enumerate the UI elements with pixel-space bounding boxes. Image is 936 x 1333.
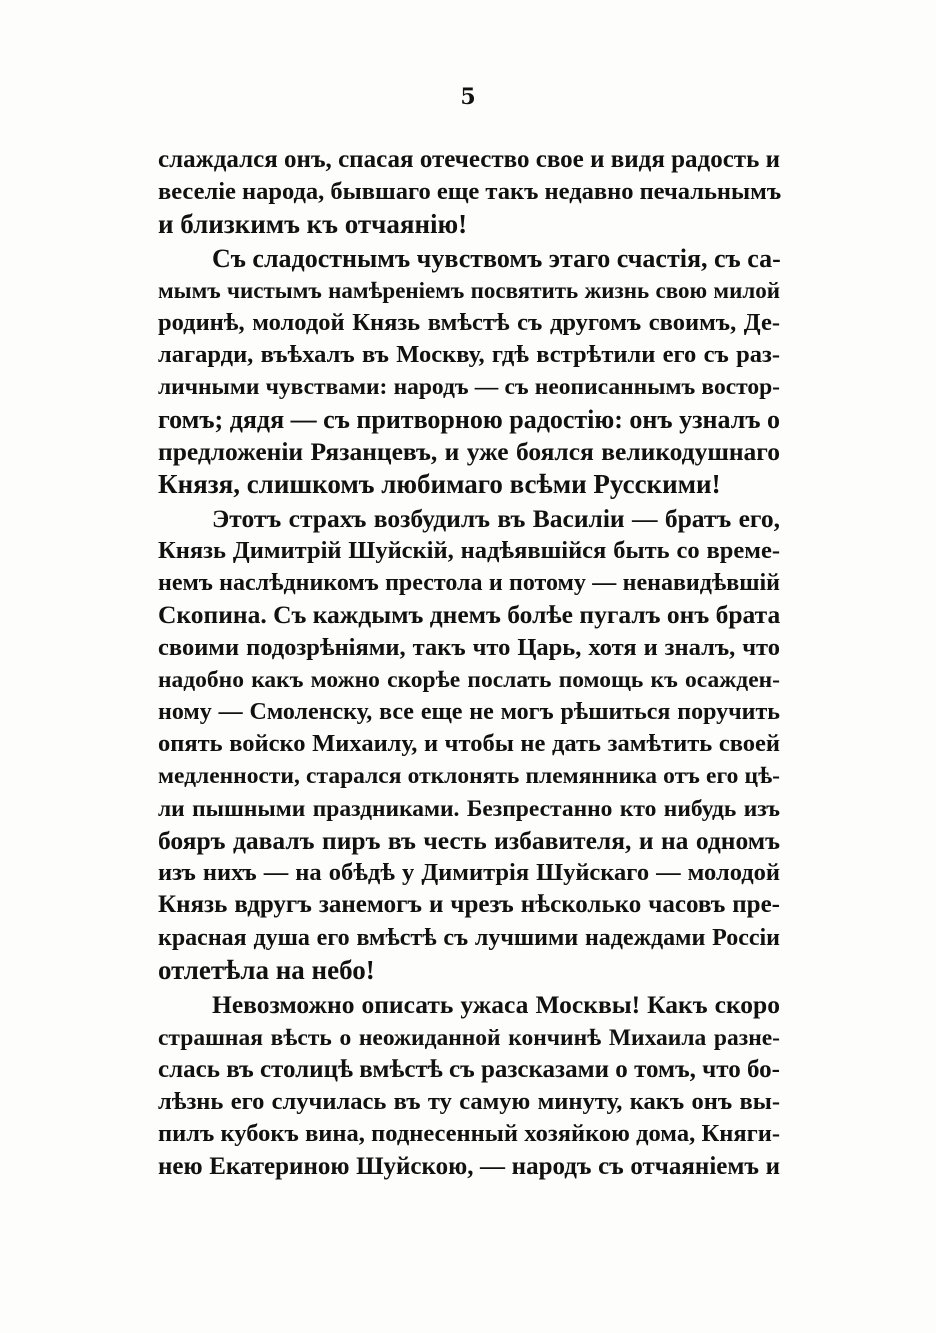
text-line: изъ нихъ — на обѣдѣ у Димитрія Шуйскаго — молодой xyxy=(158,859,780,886)
text-line: родинѣ, молодой Князь вмѣстѣ съ другомъ своимъ, Де- xyxy=(158,309,780,336)
text-line: нею Екатериною Шуйскою, — народъ съ отчаяніемъ и xyxy=(158,1153,780,1180)
text-line: мымъ чистымъ намѣреніемъ посвятить жизнь свою милой xyxy=(158,278,780,303)
text-line: своими подозрѣніями, такъ что Царь, хотя и зналъ, что xyxy=(158,634,780,661)
text-line: ли пышными праздниками. Безпрестанно кто нибудь изъ xyxy=(158,796,780,822)
text-line: страшная вѣсть о неожиданной кончинѣ Михаила разне- xyxy=(158,1025,780,1051)
text-line: отлетѣла на небо! xyxy=(158,955,375,985)
text-line: личными чувствами: народъ — съ неописаннымъ востор- xyxy=(158,374,780,400)
text-line: и близкимъ къ отчаянію! xyxy=(158,209,468,239)
text-line: Этотъ страхъ возбудилъ въ Василіи — братъ его, xyxy=(212,504,780,533)
text-line: предложеніи Рязанцевъ, и уже боялся великодушнаго xyxy=(158,437,780,466)
text-line: ному — Смоленску, все еще не могъ рѣшиться поручить xyxy=(158,699,780,725)
text-line: пилъ кубокъ вина, поднесенный хозяйкою дома, Княги- xyxy=(158,1120,780,1147)
text-line: слась въ столицѣ вмѣстѣ съ разсказами о томъ, что бо- xyxy=(158,1056,780,1083)
text-line: Скопина. Съ каждымъ днемъ болѣе пугалъ онъ брата xyxy=(158,600,781,629)
text-line: веселіе народа, бывшаго еще такъ недавно печальнымъ xyxy=(158,178,782,205)
text-line: Князь вдругъ занемогъ и чрезъ нѣсколько часовъ пре- xyxy=(158,891,780,918)
text-line: Князя, слишкомъ любимаго всѣми Русскими! xyxy=(158,469,721,499)
text-line: медленности, старался отклонять племянника отъ его цѣ- xyxy=(158,763,780,789)
text-line: опять войско Михаилу, и чтобы не дать замѣтить своей xyxy=(158,730,780,757)
text-line: бояръ давалъ пиръ въ честь избавителя, и на одномъ xyxy=(158,826,780,855)
text-line: лѣзнь его случилась въ ту самую минуту, какъ онъ вы- xyxy=(158,1088,780,1115)
text-line: Князь Димитрій Шуйскій, надѣявшійся быть со време- xyxy=(158,537,780,564)
page-number: 5 xyxy=(460,84,476,110)
text-line: красная душа его вмѣстѣ съ лучшими надеждами Россіи xyxy=(158,925,780,951)
text-line: слаждался онъ, спасая отечество свое и видя радость и xyxy=(158,146,780,173)
text-line: гомъ; дядя — съ притворною радостію: онъ узналъ о xyxy=(158,405,780,434)
text-line: Съ сладостнымъ чувствомъ этаго счастія, съ са- xyxy=(212,244,781,273)
text-line: Невозможно описать ужаса Москвы! Какъ скоро xyxy=(212,990,780,1019)
text-line: немъ наслѣдникомъ престола и потому — ненавидѣвшій xyxy=(158,570,780,596)
text-line: надобно какъ можно скорѣе послать помощь къ осажден- xyxy=(158,667,780,693)
text-line: лагарди, въѣхалъ въ Москву, гдѣ встрѣтили его съ раз- xyxy=(158,341,780,368)
